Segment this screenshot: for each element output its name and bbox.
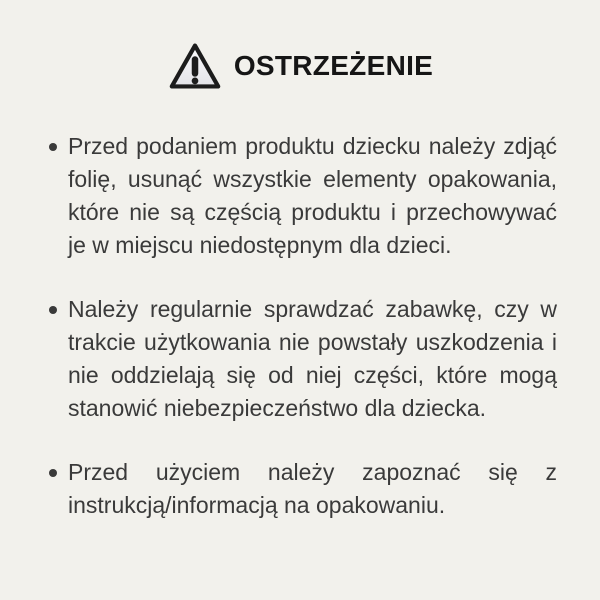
warning-triangle-icon bbox=[167, 40, 223, 92]
warning-item: Przed podaniem produktu dziecku należy zdjąć folię, usunąć wszystkie elementy opakowania, które nie są częścią produktu i przechowywać je w miejscu niedostępnym dla dzieci. bbox=[68, 130, 557, 262]
warning-item: Należy regularnie sprawdzać zabawkę, czy w trakcie użytkowania nie powstały uszkodzenia i nie oddzielają się od niej części, które mogą stanowić niebezpieczeństwo dla dziecka. bbox=[68, 293, 557, 425]
warning-item: Przed użyciem należy zapoznać się z instrukcją/informacją na opakowaniu. bbox=[68, 456, 557, 522]
warning-list bbox=[0, 130, 600, 522]
warning-header bbox=[0, 40, 600, 92]
warning-title: OSTRZEŻENIE bbox=[233, 50, 434, 81]
